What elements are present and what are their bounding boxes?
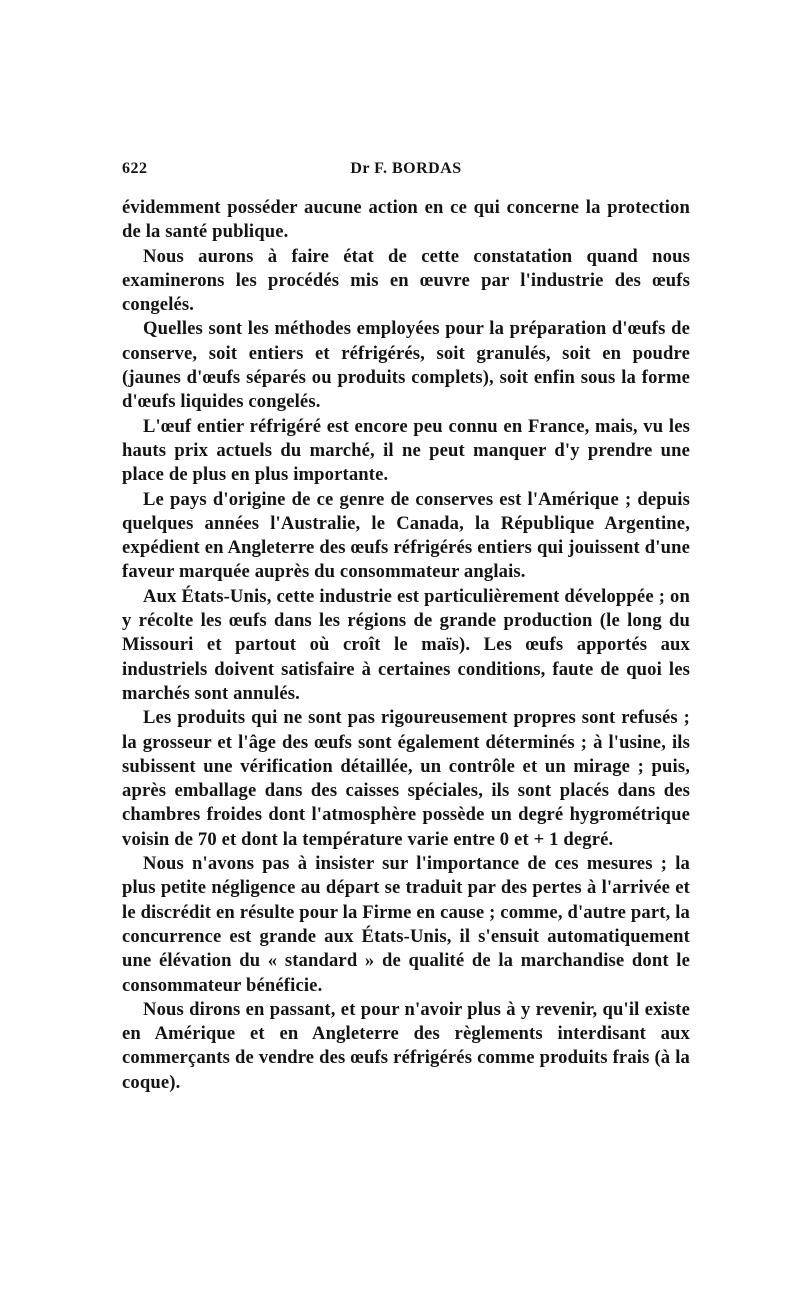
running-header bbox=[122, 160, 690, 186]
running-title: Dr F. BORDAS bbox=[350, 160, 462, 177]
paragraph: Les produits qui ne sont pas rigoureusement propres sont refusés ; la grosseur et l'âge des œufs sont également déterminés ; à l'usine, ils subissent une vérification détaillée, un contrôle et un mirage ; puis, après emballage dans des caisses spéciales, ils sont placés dans des chambres froides dont l'atmosphère possède un degré hygrométrique voisin de 70 et dont la température varie entre 0 et + 1 degré. bbox=[122, 707, 690, 850]
paragraph: Le pays d'origine de ce genre de conserves est l'Amérique ; depuis quelques années l'Australie, le Canada, la République Argentine, expédient en Angleterre des œufs réfrigérés entiers qui jouissent d'une faveur marquée auprès du consommateur anglais. bbox=[122, 488, 690, 583]
body-text bbox=[122, 196, 690, 1095]
paragraph: Aux États-Unis, cette industrie est particulièrement développée ; on y récolte les œufs dans les régions de grande production (le long du Missouri et partout où croît le maïs). Les œufs apportés aux industriels doivent satisfaire à certaines conditions, faute de quoi les marchés sont annulés. bbox=[122, 585, 690, 704]
book-page bbox=[122, 160, 690, 1095]
paragraph: Nous dirons en passant, et pour n'avoir plus à y revenir, qu'il existe en Amérique et en Angleterre des règlements interdisant aux commerçants de vendre des œufs réfrigérés comme produits frais (à la coque). bbox=[122, 998, 690, 1093]
paragraph: Nous n'avons pas à insister sur l'importance de ces mesures ; la plus petite négligence au départ se traduit par des pertes à l'arrivée et le discrédit en résulte pour la Firme en cause ; comme, d'autre part, la concurrence est grande aux États-Unis, il s'ensuit automatiquement une élévation du « standard » de qualité de la marchandise dont le consommateur bénéficie. bbox=[122, 853, 690, 996]
paragraph: L'œuf entier réfrigéré est encore peu connu en France, mais, vu les hauts prix actuels du marché, il ne peut manquer d'y prendre une place de plus en plus importante. bbox=[122, 415, 690, 486]
page-number: 622 bbox=[122, 160, 148, 177]
paragraph: Quelles sont les méthodes employées pour la préparation d'œufs de conserve, soit entiers et réfrigérés, soit granulés, soit en poudre (jaunes d'œufs séparés ou produits complets), soit enfin sous la forme d'œufs liquides congelés. bbox=[122, 318, 690, 413]
paragraph: Nous aurons à faire état de cette constatation quand nous examinerons les procédés mis en œuvre par l'industrie des œufs congelés. bbox=[122, 245, 690, 316]
paragraph-continuation: évidemment posséder aucune action en ce qui concerne la protection de la santé publique. bbox=[122, 197, 690, 243]
